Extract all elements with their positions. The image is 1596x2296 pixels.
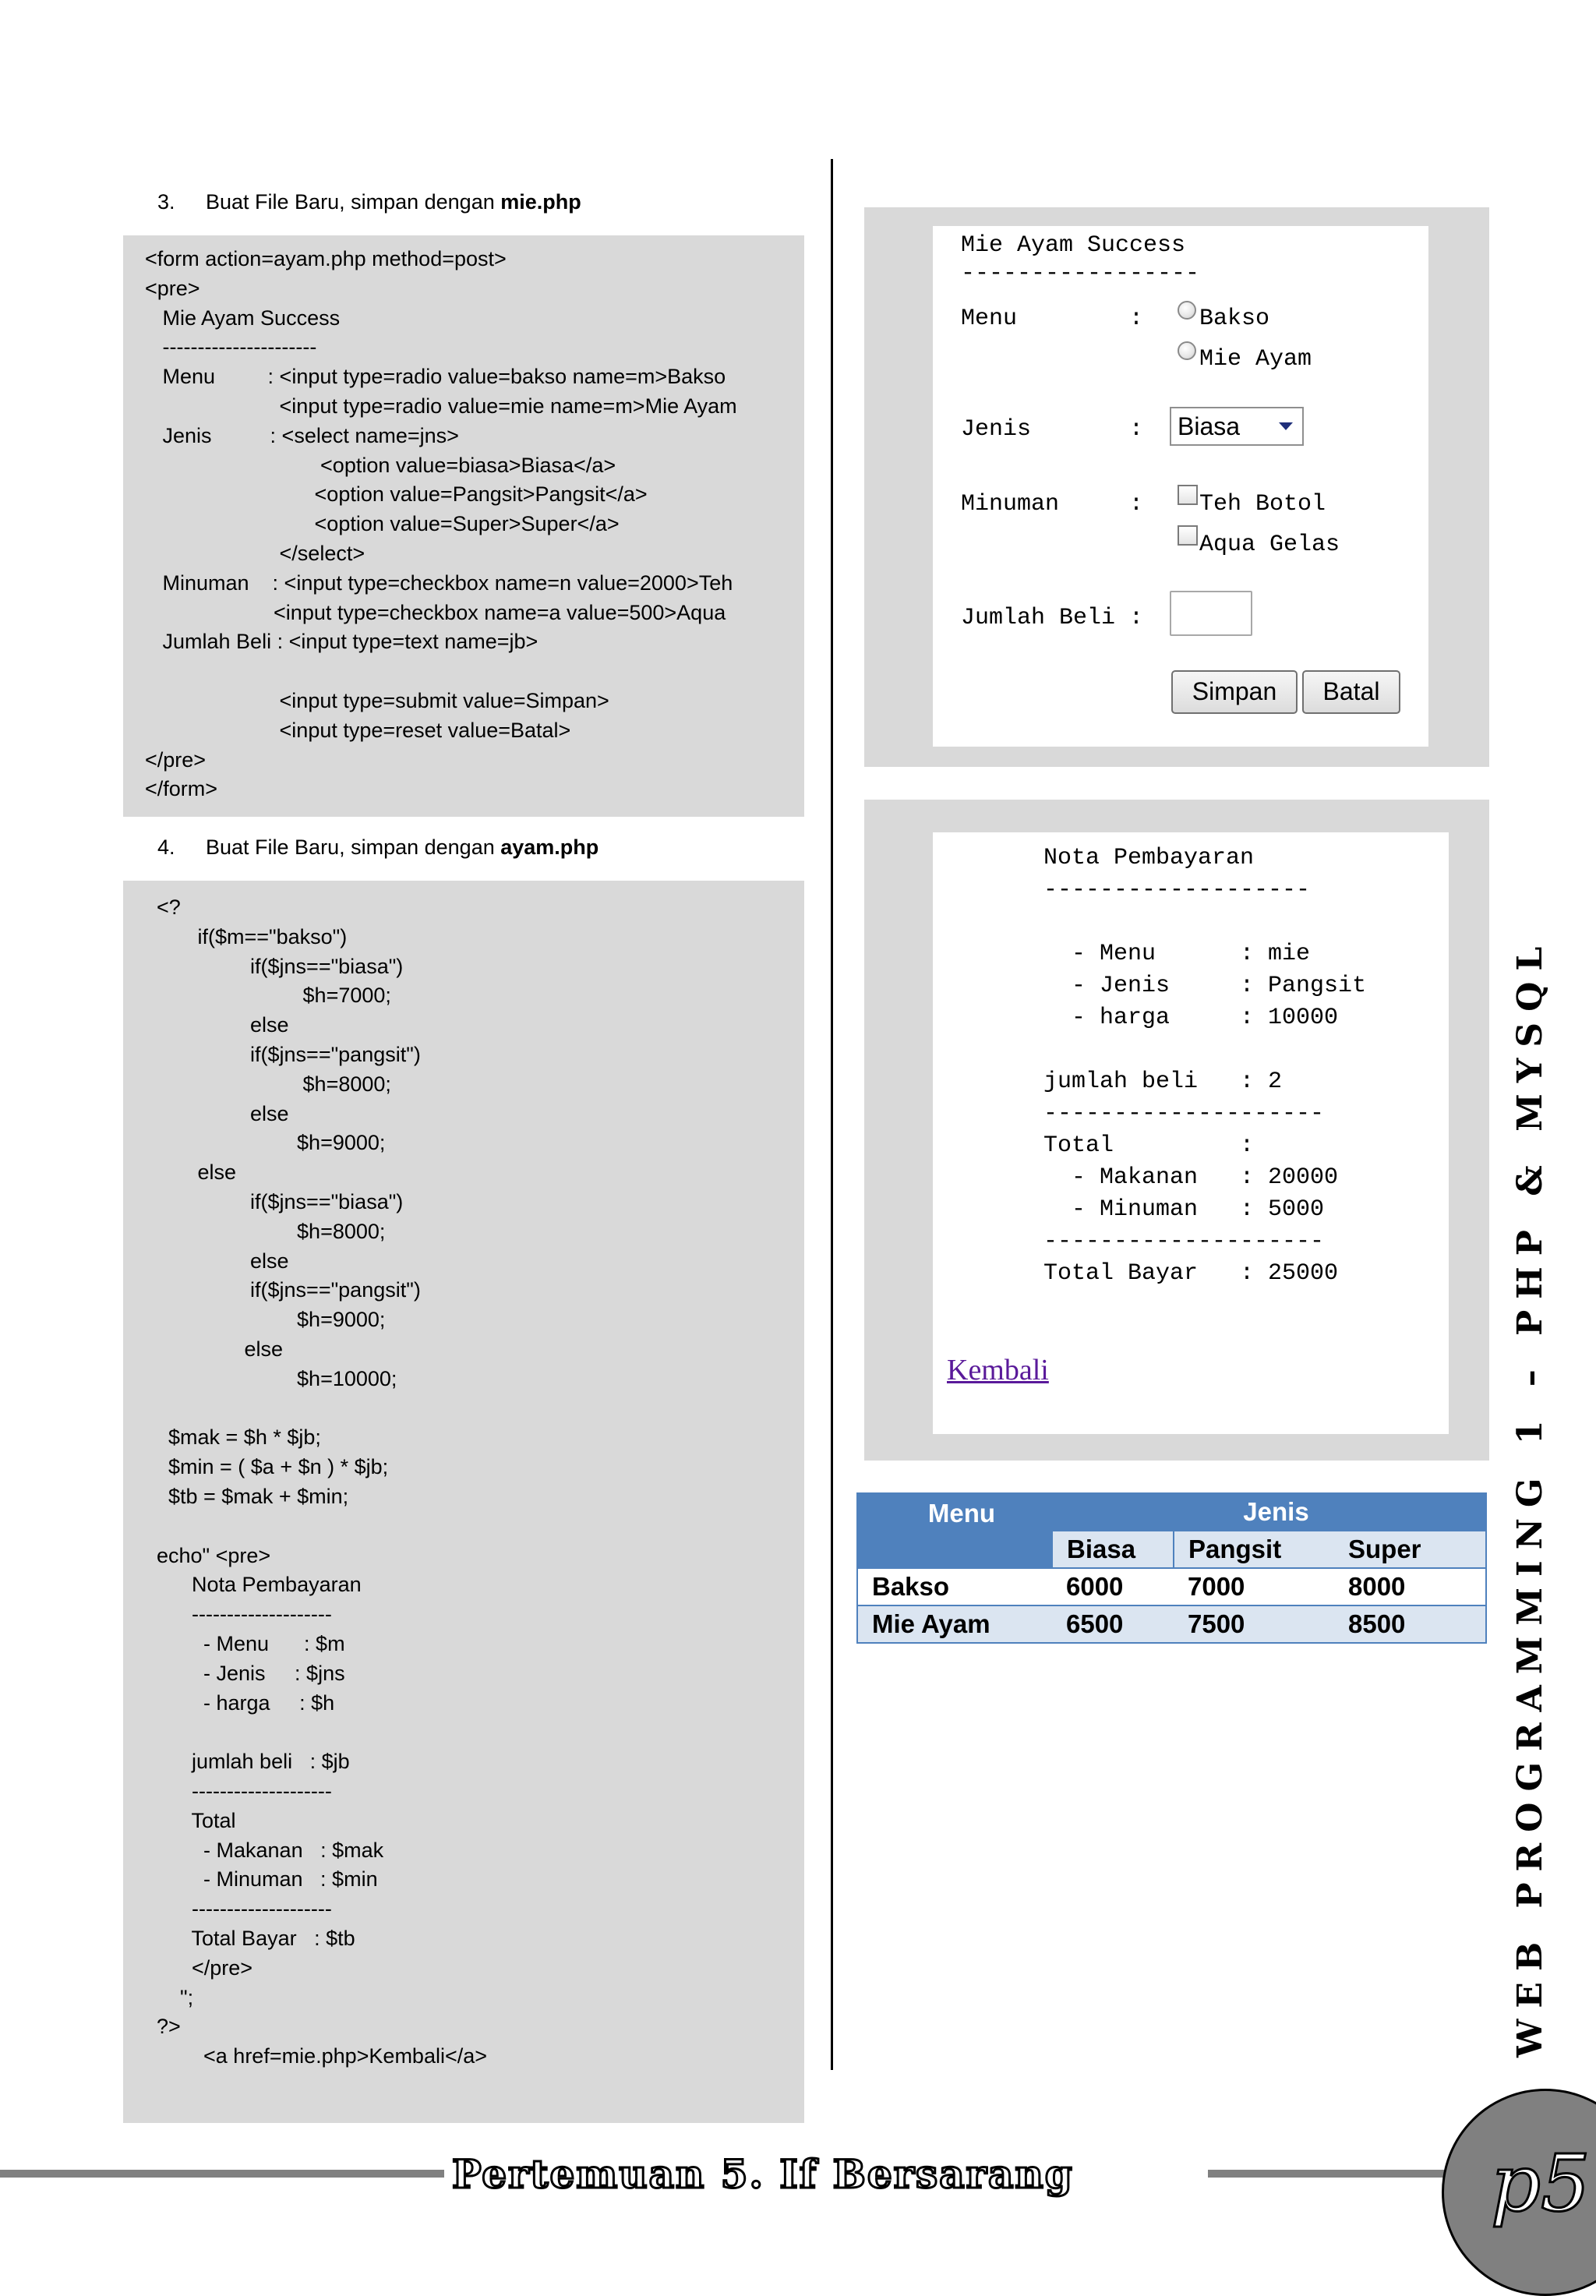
nota-line: Total : — [1043, 1132, 1255, 1159]
row-value: 6500 — [1052, 1605, 1174, 1643]
section-number: 3. — [157, 190, 175, 214]
page-number-badge — [1442, 2089, 1596, 2296]
code-line: <form action=ayam.php method=post> — [145, 247, 507, 270]
code-line: ?> — [145, 2015, 181, 2039]
subheader-pangsit: Pangsit — [1174, 1531, 1334, 1568]
code-line: <pre> — [145, 276, 200, 300]
code-line: <option value=biasa>Biasa</a> — [145, 453, 616, 477]
jenis-label: Jenis : — [961, 416, 1144, 443]
row-menu: Mie Ayam — [857, 1605, 1052, 1643]
simpan-button[interactable]: Simpan — [1171, 670, 1298, 714]
section-filename: ayam.php — [500, 835, 599, 859]
code-line: $h=9000; — [145, 1131, 386, 1155]
code-line: <? — [145, 895, 181, 919]
code-line: - Jenis : $jns — [145, 1661, 345, 1685]
code-line: if($m=="bakso") — [145, 924, 348, 948]
section-text: Buat File Baru, simpan dengan — [206, 190, 501, 214]
checkbox-teh-label: Teh Botol — [1199, 491, 1326, 517]
code-line: $h=8000; — [145, 1072, 391, 1096]
section-text: Buat File Baru, simpan dengan — [206, 835, 501, 859]
form-preview-panel — [864, 207, 1489, 767]
code-line: Mie Ayam Success — [145, 306, 341, 330]
jumlah-label: Jumlah Beli : — [961, 605, 1144, 631]
nota-line: -------------------- — [1043, 1228, 1325, 1255]
code-line: - Menu : $m — [145, 1632, 345, 1655]
chevron-down-icon — [1279, 422, 1293, 430]
code-line: </pre> — [145, 1955, 253, 1980]
form-preview-screen — [933, 226, 1428, 747]
code-line: Nota Pembayaran — [145, 1573, 362, 1597]
code-line: -------------------- — [145, 1779, 332, 1803]
section-filename: mie.php — [500, 190, 581, 214]
row-value: 8500 — [1334, 1605, 1486, 1643]
nota-line: jumlah beli : 2 — [1043, 1069, 1283, 1095]
jenis-selected-value: Biasa — [1178, 412, 1241, 440]
code-line: Total — [145, 1808, 236, 1832]
code-line: - Makanan : $mak — [145, 1838, 384, 1862]
code-line: <input type=radio value=mie name=m>Mie Ayam — [145, 394, 737, 418]
checkbox-aqua[interactable] — [1178, 525, 1198, 546]
form-dashes: ----------------- — [961, 260, 1200, 287]
code-line: ---------------------- — [145, 335, 317, 359]
code-line: else — [145, 1249, 289, 1273]
code-line: Jumlah Beli : <input type=text name=jb> — [145, 630, 538, 654]
code-line: </pre> — [145, 747, 207, 772]
code-line: $mak = $h * $jb; — [145, 1425, 321, 1450]
code-line: jumlah beli : $jb — [145, 1750, 350, 1774]
code-line: Jenis : <select name=jns> — [145, 423, 459, 447]
code-line: <option value=Pangsit>Pangsit</a> — [145, 482, 648, 507]
code-line: "; — [145, 1985, 194, 2009]
code-line: if($jns=="pangsit") — [145, 1278, 421, 1302]
price-table — [856, 1492, 1487, 1644]
nota-line: ------------------- — [1043, 877, 1311, 903]
code-line: <input type=submit value=Simpan> — [145, 689, 609, 712]
page-number: p5 — [1491, 2138, 1591, 2229]
header-jenis: Jenis — [1052, 1493, 1486, 1531]
row-menu: Bakso — [857, 1568, 1052, 1605]
code-line: <input type=reset value=Batal> — [145, 718, 571, 742]
code-block-mie — [123, 235, 804, 817]
nota-line: Nota Pembayaran — [1043, 845, 1255, 871]
radio-bakso-label: Bakso — [1199, 306, 1270, 332]
radio-bakso[interactable] — [1178, 301, 1196, 320]
form-title: Mie Ayam Success — [961, 232, 1186, 259]
code-line: $min = ( $a + $n ) * $jb; — [145, 1455, 389, 1479]
code-line: if($jns=="biasa") — [145, 1190, 404, 1213]
radio-mie-label: Mie Ayam — [1199, 346, 1312, 373]
nota-line: - Jenis : Pangsit — [1043, 973, 1367, 999]
code-line: </form> — [145, 777, 218, 801]
footer-title: Pertemuan 5. If Bersarang — [452, 2151, 1074, 2197]
code-line: $h=10000; — [145, 1366, 397, 1390]
jenis-select[interactable] — [1170, 407, 1304, 446]
code-line: $h=8000; — [145, 1219, 386, 1243]
nota-line: - harga : 10000 — [1043, 1005, 1339, 1031]
code-block-ayam — [123, 881, 804, 2123]
row-value: 7500 — [1174, 1605, 1334, 1643]
table-row — [857, 1568, 1486, 1605]
code-line: Menu : <input type=radio value=bakso name=m>Bakso — [145, 365, 726, 389]
header-menu: Menu — [857, 1493, 1052, 1568]
subheader-biasa: Biasa — [1052, 1531, 1174, 1568]
nota-line: - Makanan : 20000 — [1043, 1164, 1339, 1191]
column-divider — [831, 159, 833, 2070]
subheader-super: Super — [1334, 1531, 1486, 1568]
code-line: if($jns=="pangsit") — [145, 1043, 421, 1066]
code-line: <option value=Super>Super</a> — [145, 512, 620, 536]
menu-label: Menu : — [961, 306, 1144, 332]
side-title: WEB PROGRAMMING 1 – PHP & MYSQL — [1510, 935, 1550, 2058]
code-line: else — [145, 1013, 289, 1037]
code-line: - Minuman : $min — [145, 1867, 378, 1892]
code-line: <input type=checkbox name=a value=500>Aqua — [145, 600, 726, 624]
code-line: $tb = $mak + $min; — [145, 1485, 349, 1508]
radio-mie-ayam[interactable] — [1178, 341, 1196, 360]
minuman-label: Minuman : — [961, 491, 1144, 517]
code-line: $h=7000; — [145, 984, 391, 1008]
code-line: echo" <pre> — [145, 1543, 271, 1567]
nota-preview-screen — [933, 832, 1449, 1434]
row-value: 7000 — [1174, 1568, 1334, 1605]
code-line: -------------------- — [145, 1602, 332, 1627]
code-line: $h=9000; — [145, 1308, 386, 1332]
table-row — [857, 1605, 1486, 1643]
nota-line: -------------------- — [1043, 1100, 1325, 1127]
nota-line: - Menu : mie — [1043, 941, 1311, 967]
row-value: 6000 — [1052, 1568, 1174, 1605]
code-line: -------------------- — [145, 1897, 332, 1921]
row-value: 8000 — [1334, 1568, 1486, 1605]
checkbox-teh[interactable] — [1178, 485, 1198, 505]
section-number: 4. — [157, 835, 175, 859]
code-line: </select> — [145, 542, 365, 565]
code-line: Minuman : <input type=checkbox name=n value=2000>Teh — [145, 570, 733, 595]
code-line: <a href=mie.php>Kembali</a> — [145, 2044, 488, 2068]
code-line: if($jns=="biasa") — [145, 954, 404, 978]
batal-button[interactable]: Batal — [1302, 670, 1400, 714]
nota-line: - Minuman : 5000 — [1043, 1196, 1325, 1223]
checkbox-aqua-label: Aqua Gelas — [1199, 532, 1340, 558]
code-line: else — [145, 1101, 289, 1125]
jumlah-input[interactable] — [1170, 591, 1252, 636]
code-line: else — [145, 1337, 284, 1361]
code-line: Total Bayar : $tb — [145, 1927, 355, 1950]
code-line: - harga : $h — [145, 1690, 335, 1715]
kembali-link[interactable]: Kembali — [947, 1354, 1049, 1386]
code-line: else — [145, 1160, 237, 1185]
nota-line: Total Bayar : 25000 — [1043, 1260, 1339, 1287]
nota-preview-panel — [864, 800, 1489, 1461]
